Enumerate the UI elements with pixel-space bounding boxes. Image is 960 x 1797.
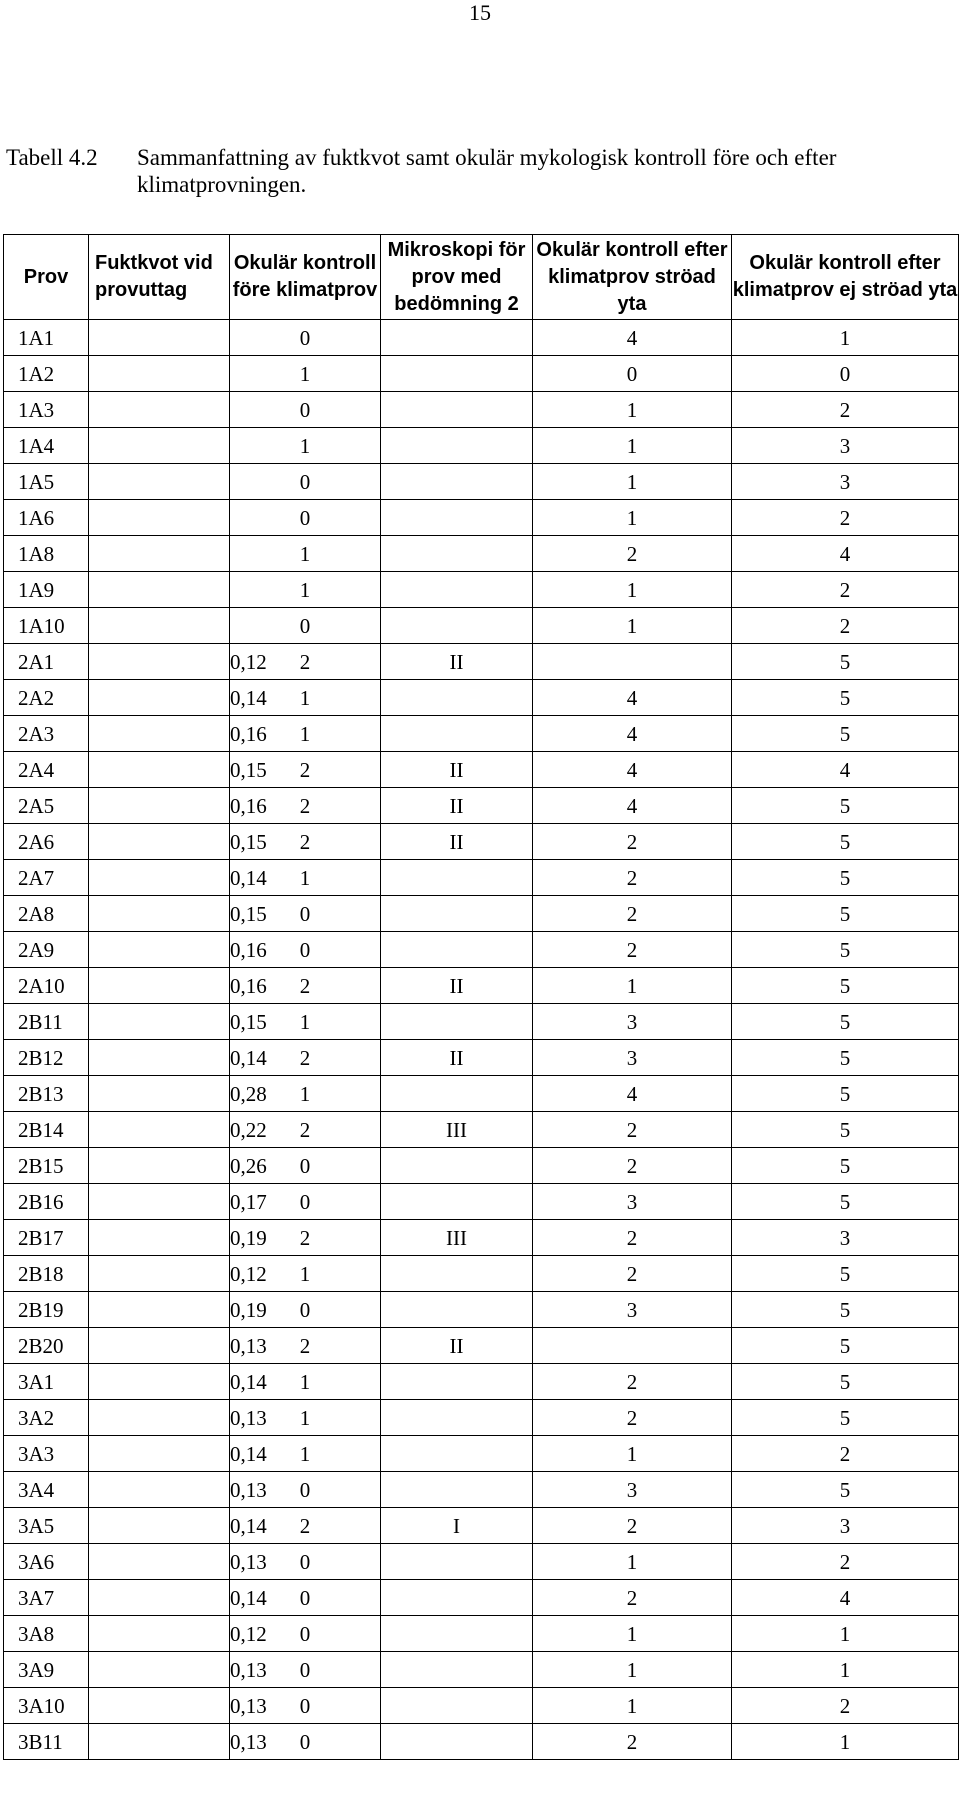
cell-okular-fore: 0	[230, 1148, 381, 1184]
cell-prov: 2A9	[4, 932, 89, 968]
cell-okular-efter-stroad: 1	[533, 1688, 732, 1724]
cell-mikroskopi	[381, 1004, 533, 1040]
cell-okular-efter-ej-stroad: 5	[732, 1364, 959, 1400]
cell-fuktkvot	[89, 608, 230, 644]
cell-okular-fore: 1	[230, 1076, 381, 1112]
cell-mikroskopi	[381, 572, 533, 608]
cell-fuktkvot: 0,14	[89, 1436, 230, 1472]
cell-okular-efter-ej-stroad: 1	[732, 1652, 959, 1688]
cell-prov: 3A6	[4, 1544, 89, 1580]
table-row	[4, 1544, 959, 1580]
cell-mikroskopi	[381, 536, 533, 572]
cell-prov: 2A3	[4, 716, 89, 752]
cell-mikroskopi	[381, 1652, 533, 1688]
table-row	[4, 1220, 959, 1256]
table-row	[4, 1256, 959, 1292]
cell-okular-efter-ej-stroad: 5	[732, 1076, 959, 1112]
table-row	[4, 860, 959, 896]
cell-okular-efter-ej-stroad: 4	[732, 536, 959, 572]
cell-okular-efter-stroad	[533, 644, 732, 680]
cell-okular-efter-stroad: 1	[533, 968, 732, 1004]
cell-okular-efter-stroad: 2	[533, 824, 732, 860]
table-row	[4, 680, 959, 716]
cell-mikroskopi	[381, 896, 533, 932]
table-row	[4, 464, 959, 500]
cell-okular-fore: 0	[230, 608, 381, 644]
cell-mikroskopi	[381, 464, 533, 500]
cell-prov: 2A5	[4, 788, 89, 824]
cell-fuktkvot: 0,13	[89, 1472, 230, 1508]
table-row	[4, 1040, 959, 1076]
cell-prov: 2A1	[4, 644, 89, 680]
cell-mikroskopi: II	[381, 824, 533, 860]
cell-mikroskopi	[381, 1472, 533, 1508]
cell-prov: 1A8	[4, 536, 89, 572]
table-row	[4, 572, 959, 608]
cell-okular-efter-ej-stroad: 5	[732, 1328, 959, 1364]
table-caption-label: Tabell 4.2	[6, 145, 98, 170]
table-row	[4, 1688, 959, 1724]
cell-okular-efter-stroad: 2	[533, 1112, 732, 1148]
cell-okular-efter-stroad: 2	[533, 860, 732, 896]
cell-okular-efter-ej-stroad: 2	[732, 1688, 959, 1724]
cell-fuktkvot	[89, 464, 230, 500]
cell-okular-efter-stroad: 4	[533, 788, 732, 824]
cell-mikroskopi	[381, 1544, 533, 1580]
cell-prov: 2A6	[4, 824, 89, 860]
cell-prov: 1A1	[4, 320, 89, 356]
cell-okular-efter-stroad: 2	[533, 536, 732, 572]
cell-okular-efter-stroad: 1	[533, 1436, 732, 1472]
cell-mikroskopi	[381, 1688, 533, 1724]
moisture-mycology-table	[3, 234, 959, 1760]
cell-fuktkvot	[89, 320, 230, 356]
cell-okular-fore: 0	[230, 500, 381, 536]
cell-okular-efter-ej-stroad: 5	[732, 788, 959, 824]
cell-prov: 2A4	[4, 752, 89, 788]
table-row	[4, 1076, 959, 1112]
cell-okular-fore: 0	[230, 896, 381, 932]
cell-okular-fore: 2	[230, 1508, 381, 1544]
cell-okular-efter-ej-stroad: 5	[732, 1112, 959, 1148]
cell-fuktkvot: 0,16	[89, 716, 230, 752]
cell-mikroskopi	[381, 428, 533, 464]
cell-okular-fore: 2	[230, 968, 381, 1004]
cell-fuktkvot	[89, 392, 230, 428]
cell-mikroskopi	[381, 1364, 533, 1400]
cell-fuktkvot: 0,13	[89, 1724, 230, 1760]
table-row	[4, 356, 959, 392]
cell-okular-fore: 2	[230, 1328, 381, 1364]
cell-okular-efter-ej-stroad: 1	[732, 1616, 959, 1652]
cell-okular-efter-stroad: 4	[533, 680, 732, 716]
cell-prov: 3A4	[4, 1472, 89, 1508]
cell-prov: 3A9	[4, 1652, 89, 1688]
table-row	[4, 896, 959, 932]
cell-prov: 1A5	[4, 464, 89, 500]
cell-mikroskopi	[381, 680, 533, 716]
table-row	[4, 1148, 959, 1184]
cell-fuktkvot: 0,15	[89, 824, 230, 860]
cell-prov: 3B11	[4, 1724, 89, 1760]
cell-okular-efter-ej-stroad: 0	[732, 356, 959, 392]
cell-okular-fore: 1	[230, 680, 381, 716]
cell-okular-efter-ej-stroad: 4	[732, 1580, 959, 1616]
table-row	[4, 1364, 959, 1400]
cell-prov: 1A10	[4, 608, 89, 644]
cell-okular-fore: 1	[230, 1400, 381, 1436]
table-row	[4, 1436, 959, 1472]
cell-okular-efter-stroad: 2	[533, 1256, 732, 1292]
table-row	[4, 1184, 959, 1220]
table-row	[4, 1292, 959, 1328]
cell-okular-efter-ej-stroad: 2	[732, 1544, 959, 1580]
cell-fuktkvot: 0,28	[89, 1076, 230, 1112]
cell-fuktkvot: 0,14	[89, 680, 230, 716]
cell-okular-efter-stroad: 2	[533, 1724, 732, 1760]
cell-fuktkvot: 0,16	[89, 932, 230, 968]
cell-prov: 3A10	[4, 1688, 89, 1724]
cell-okular-fore: 1	[230, 572, 381, 608]
cell-okular-efter-stroad: 3	[533, 1040, 732, 1076]
cell-mikroskopi	[381, 1436, 533, 1472]
cell-prov: 3A7	[4, 1580, 89, 1616]
cell-okular-efter-ej-stroad: 5	[732, 1400, 959, 1436]
cell-okular-fore: 2	[230, 1220, 381, 1256]
cell-okular-fore: 0	[230, 320, 381, 356]
cell-fuktkvot: 0,15	[89, 1004, 230, 1040]
cell-mikroskopi	[381, 1148, 533, 1184]
cell-mikroskopi: I	[381, 1508, 533, 1544]
cell-mikroskopi	[381, 1724, 533, 1760]
cell-fuktkvot: 0,12	[89, 644, 230, 680]
cell-fuktkvot: 0,15	[89, 752, 230, 788]
cell-okular-efter-stroad: 2	[533, 1400, 732, 1436]
cell-okular-fore: 0	[230, 1184, 381, 1220]
cell-okular-efter-stroad: 2	[533, 1220, 732, 1256]
cell-fuktkvot	[89, 356, 230, 392]
cell-okular-efter-stroad	[533, 1328, 732, 1364]
cell-okular-efter-ej-stroad: 5	[732, 716, 959, 752]
cell-okular-fore: 0	[230, 1292, 381, 1328]
cell-mikroskopi: III	[381, 1112, 533, 1148]
cell-okular-efter-ej-stroad: 5	[732, 1040, 959, 1076]
cell-fuktkvot: 0,19	[89, 1220, 230, 1256]
cell-fuktkvot: 0,13	[89, 1328, 230, 1364]
cell-okular-efter-stroad: 3	[533, 1004, 732, 1040]
cell-okular-efter-stroad: 1	[533, 1652, 732, 1688]
cell-fuktkvot: 0,19	[89, 1292, 230, 1328]
cell-fuktkvot	[89, 572, 230, 608]
cell-okular-fore: 1	[230, 860, 381, 896]
cell-okular-fore: 0	[230, 1616, 381, 1652]
cell-okular-efter-ej-stroad: 3	[732, 428, 959, 464]
cell-fuktkvot: 0,15	[89, 896, 230, 932]
table-caption-text: Sammanfattning av fuktkvot samt okulär mykologisk kontroll före och efter klimatprovningen.	[137, 145, 837, 197]
cell-prov: 2A8	[4, 896, 89, 932]
cell-mikroskopi	[381, 1256, 533, 1292]
header-fuktkvot: Fuktkvot vid provuttag	[89, 235, 230, 320]
table-row	[4, 428, 959, 464]
cell-mikroskopi: II	[381, 1040, 533, 1076]
cell-mikroskopi: II	[381, 1328, 533, 1364]
cell-prov: 2B16	[4, 1184, 89, 1220]
cell-mikroskopi	[381, 716, 533, 752]
table-header-row	[4, 235, 959, 320]
cell-okular-efter-stroad: 1	[533, 500, 732, 536]
cell-okular-efter-ej-stroad: 5	[732, 896, 959, 932]
cell-okular-efter-stroad: 1	[533, 608, 732, 644]
header-mikroskopi: Mikroskopi för prov med bedömning 2	[381, 235, 533, 320]
cell-prov: 2B20	[4, 1328, 89, 1364]
table-row	[4, 1616, 959, 1652]
cell-mikroskopi: III	[381, 1220, 533, 1256]
cell-prov: 1A2	[4, 356, 89, 392]
cell-okular-efter-stroad: 1	[533, 1544, 732, 1580]
cell-okular-fore: 2	[230, 1040, 381, 1076]
cell-mikroskopi	[381, 1076, 533, 1112]
table-row	[4, 1580, 959, 1616]
cell-mikroskopi: II	[381, 752, 533, 788]
cell-prov: 2A2	[4, 680, 89, 716]
cell-okular-efter-stroad: 1	[533, 464, 732, 500]
cell-prov: 2B14	[4, 1112, 89, 1148]
cell-okular-fore: 2	[230, 752, 381, 788]
cell-mikroskopi	[381, 932, 533, 968]
cell-mikroskopi: II	[381, 644, 533, 680]
table-row	[4, 500, 959, 536]
header-okular-efter-ej-stroad: Okulär kontroll efter klimatprov ej ströad yta	[732, 235, 959, 320]
cell-okular-efter-ej-stroad: 5	[732, 1184, 959, 1220]
cell-okular-efter-stroad: 1	[533, 428, 732, 464]
cell-okular-fore: 2	[230, 644, 381, 680]
cell-okular-efter-ej-stroad: 1	[732, 1724, 959, 1760]
cell-okular-efter-ej-stroad: 5	[732, 1256, 959, 1292]
cell-okular-efter-stroad: 1	[533, 572, 732, 608]
cell-okular-efter-stroad: 2	[533, 896, 732, 932]
cell-fuktkvot	[89, 536, 230, 572]
cell-okular-efter-ej-stroad: 5	[732, 932, 959, 968]
cell-okular-fore: 0	[230, 1724, 381, 1760]
cell-okular-efter-stroad: 3	[533, 1472, 732, 1508]
table-row	[4, 1724, 959, 1760]
table-row	[4, 824, 959, 860]
cell-fuktkvot: 0,13	[89, 1544, 230, 1580]
cell-fuktkvot: 0,14	[89, 1580, 230, 1616]
header-okular-efter-stroad: Okulär kontroll efter klimatprov ströad yta	[533, 235, 732, 320]
cell-fuktkvot: 0,14	[89, 860, 230, 896]
cell-okular-fore: 1	[230, 428, 381, 464]
table-row	[4, 752, 959, 788]
cell-okular-efter-stroad: 2	[533, 932, 732, 968]
cell-okular-efter-ej-stroad: 2	[732, 608, 959, 644]
cell-mikroskopi	[381, 608, 533, 644]
table-row	[4, 1400, 959, 1436]
cell-okular-fore: 1	[230, 1004, 381, 1040]
cell-okular-efter-stroad: 4	[533, 752, 732, 788]
cell-okular-fore: 1	[230, 716, 381, 752]
cell-prov: 2B12	[4, 1040, 89, 1076]
table-row	[4, 1508, 959, 1544]
cell-okular-fore: 1	[230, 1256, 381, 1292]
header-okular-fore: Okulär kontroll före klimatprov	[230, 235, 381, 320]
cell-okular-efter-ej-stroad: 5	[732, 644, 959, 680]
cell-okular-fore: 1	[230, 356, 381, 392]
table-row	[4, 392, 959, 428]
cell-prov: 2B19	[4, 1292, 89, 1328]
cell-prov: 3A3	[4, 1436, 89, 1472]
cell-mikroskopi	[381, 1400, 533, 1436]
header-prov: Prov	[4, 235, 89, 320]
cell-prov: 3A1	[4, 1364, 89, 1400]
cell-okular-efter-ej-stroad: 1	[732, 320, 959, 356]
cell-okular-efter-stroad: 4	[533, 1076, 732, 1112]
cell-prov: 2B15	[4, 1148, 89, 1184]
cell-prov: 3A2	[4, 1400, 89, 1436]
cell-okular-efter-stroad: 2	[533, 1148, 732, 1184]
cell-prov: 3A5	[4, 1508, 89, 1544]
cell-mikroskopi	[381, 500, 533, 536]
table-row	[4, 1004, 959, 1040]
cell-fuktkvot: 0,13	[89, 1652, 230, 1688]
cell-okular-efter-stroad: 1	[533, 1616, 732, 1652]
table-row	[4, 608, 959, 644]
cell-okular-efter-ej-stroad: 5	[732, 1292, 959, 1328]
cell-prov: 2A10	[4, 968, 89, 1004]
cell-mikroskopi	[381, 1184, 533, 1220]
cell-okular-efter-stroad: 1	[533, 392, 732, 428]
cell-okular-efter-stroad: 2	[533, 1508, 732, 1544]
cell-okular-efter-stroad: 2	[533, 1580, 732, 1616]
cell-okular-efter-ej-stroad: 5	[732, 968, 959, 1004]
cell-prov: 2B17	[4, 1220, 89, 1256]
cell-fuktkvot: 0,13	[89, 1688, 230, 1724]
cell-okular-efter-stroad: 3	[533, 1292, 732, 1328]
cell-fuktkvot	[89, 428, 230, 464]
cell-prov: 2B11	[4, 1004, 89, 1040]
cell-okular-efter-ej-stroad: 2	[732, 392, 959, 428]
cell-okular-efter-ej-stroad: 5	[732, 680, 959, 716]
cell-okular-efter-ej-stroad: 5	[732, 1148, 959, 1184]
table-row	[4, 320, 959, 356]
table-row	[4, 1652, 959, 1688]
table-row	[4, 644, 959, 680]
cell-okular-efter-ej-stroad: 5	[732, 1472, 959, 1508]
cell-mikroskopi	[381, 1616, 533, 1652]
table-row	[4, 1112, 959, 1148]
cell-okular-fore: 0	[230, 1580, 381, 1616]
cell-prov: 2A7	[4, 860, 89, 896]
cell-okular-efter-ej-stroad: 3	[732, 1508, 959, 1544]
cell-okular-fore: 0	[230, 1688, 381, 1724]
cell-okular-efter-ej-stroad: 5	[732, 1004, 959, 1040]
cell-okular-efter-ej-stroad: 2	[732, 1436, 959, 1472]
table-row	[4, 932, 959, 968]
cell-mikroskopi	[381, 320, 533, 356]
cell-mikroskopi	[381, 1292, 533, 1328]
cell-fuktkvot: 0,17	[89, 1184, 230, 1220]
cell-mikroskopi	[381, 356, 533, 392]
cell-fuktkvot	[89, 500, 230, 536]
cell-fuktkvot: 0,14	[89, 1508, 230, 1544]
table-row	[4, 716, 959, 752]
cell-okular-fore: 1	[230, 1436, 381, 1472]
cell-mikroskopi	[381, 1580, 533, 1616]
cell-okular-fore: 0	[230, 932, 381, 968]
cell-okular-efter-ej-stroad: 4	[732, 752, 959, 788]
cell-okular-efter-stroad: 4	[533, 320, 732, 356]
cell-okular-fore: 2	[230, 788, 381, 824]
page-number: 15	[469, 0, 491, 25]
table-row	[4, 536, 959, 572]
cell-prov: 3A8	[4, 1616, 89, 1652]
cell-prov: 1A3	[4, 392, 89, 428]
cell-okular-efter-stroad: 2	[533, 1364, 732, 1400]
cell-prov: 2B13	[4, 1076, 89, 1112]
table-body	[4, 320, 959, 1760]
cell-fuktkvot: 0,14	[89, 1040, 230, 1076]
cell-okular-efter-ej-stroad: 5	[732, 824, 959, 860]
table-row	[4, 788, 959, 824]
cell-mikroskopi	[381, 860, 533, 896]
cell-okular-fore: 0	[230, 1544, 381, 1580]
cell-okular-efter-ej-stroad: 2	[732, 500, 959, 536]
cell-okular-efter-stroad: 3	[533, 1184, 732, 1220]
cell-okular-efter-stroad: 4	[533, 716, 732, 752]
cell-fuktkvot: 0,12	[89, 1616, 230, 1652]
cell-okular-fore: 0	[230, 392, 381, 428]
cell-mikroskopi	[381, 392, 533, 428]
cell-okular-fore: 1	[230, 536, 381, 572]
cell-fuktkvot: 0,16	[89, 788, 230, 824]
table-row	[4, 1472, 959, 1508]
table-row	[4, 1328, 959, 1364]
cell-fuktkvot: 0,22	[89, 1112, 230, 1148]
cell-fuktkvot: 0,14	[89, 1364, 230, 1400]
cell-mikroskopi: II	[381, 968, 533, 1004]
cell-fuktkvot: 0,16	[89, 968, 230, 1004]
cell-fuktkvot: 0,12	[89, 1256, 230, 1292]
cell-okular-efter-ej-stroad: 5	[732, 860, 959, 896]
cell-okular-fore: 0	[230, 1652, 381, 1688]
cell-mikroskopi: II	[381, 788, 533, 824]
cell-prov: 1A6	[4, 500, 89, 536]
cell-prov: 2B18	[4, 1256, 89, 1292]
cell-fuktkvot: 0,26	[89, 1148, 230, 1184]
table-row	[4, 968, 959, 1004]
cell-okular-fore: 2	[230, 1112, 381, 1148]
cell-okular-efter-ej-stroad: 2	[732, 572, 959, 608]
cell-okular-fore: 2	[230, 824, 381, 860]
cell-okular-efter-stroad: 0	[533, 356, 732, 392]
cell-prov: 1A9	[4, 572, 89, 608]
cell-okular-fore: 0	[230, 464, 381, 500]
cell-okular-fore: 0	[230, 1472, 381, 1508]
cell-prov: 1A4	[4, 428, 89, 464]
cell-okular-fore: 1	[230, 1364, 381, 1400]
cell-fuktkvot: 0,13	[89, 1400, 230, 1436]
cell-okular-efter-ej-stroad: 3	[732, 464, 959, 500]
cell-okular-efter-ej-stroad: 3	[732, 1220, 959, 1256]
